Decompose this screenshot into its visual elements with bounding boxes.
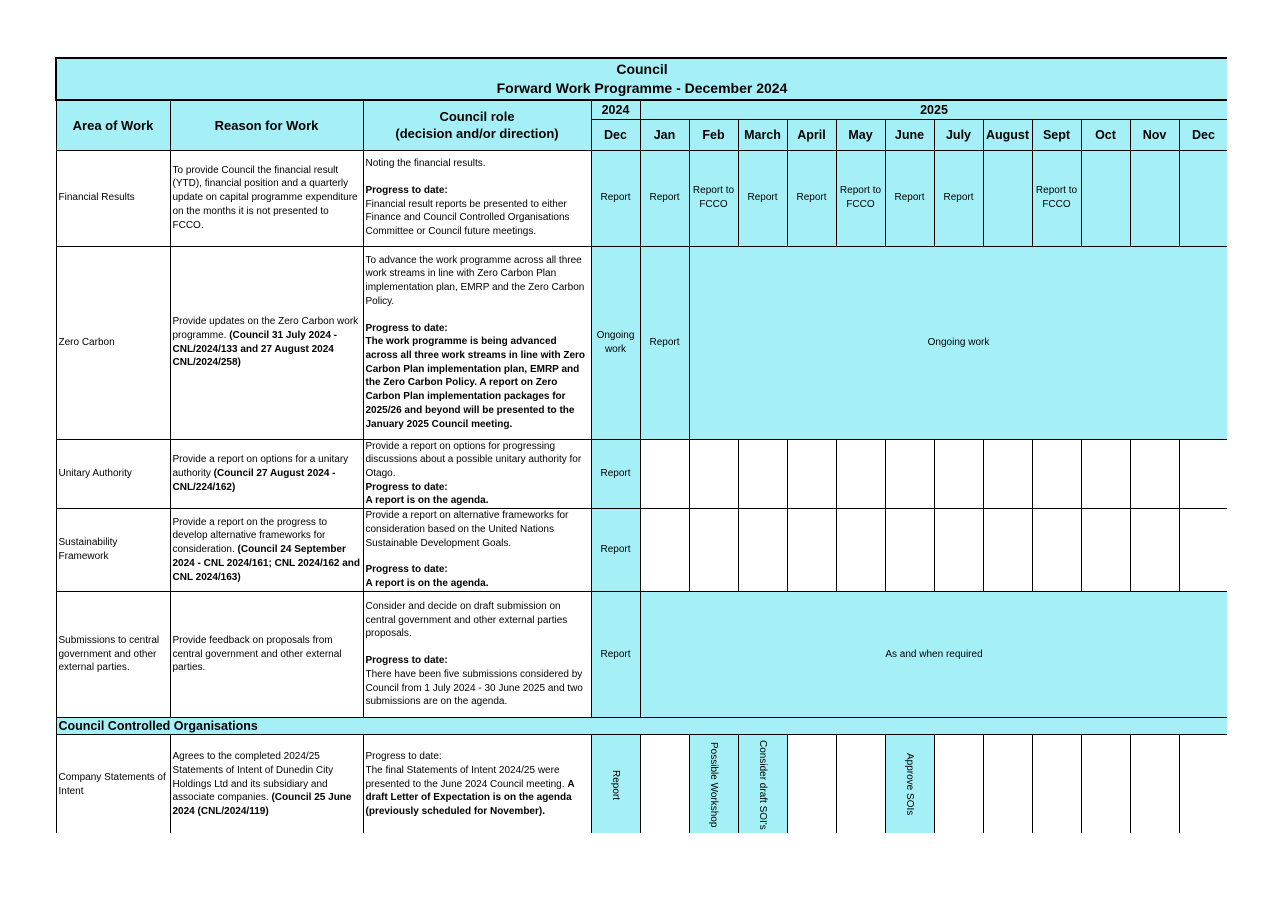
reason-reference: (Council 24 September 2024 - CNL 2024/161; CNL 2024/162 and CNL 2024/163) (172, 544, 361, 583)
progress-label: Progress to date: (365, 184, 448, 196)
progress-text-bold: A draft Letter of Expectation is on the agenda (previously scheduled for November). (365, 778, 575, 818)
progress-text: There have been five submissions considered by Council from 1 July 2024 - 30 June 2025 and two submissions are on the agenda. (365, 668, 583, 708)
month-header: Dec (591, 119, 640, 150)
month-cell (1130, 439, 1179, 509)
year-header-2024: 2024 (591, 100, 640, 119)
progress-label: Progress to date: (365, 322, 448, 334)
progress-text: The final Statements of Intent 2024/25 were presented to the June 2024 Council meeting. (365, 764, 568, 790)
month-cell: Report (591, 509, 640, 592)
month-cell (934, 439, 983, 509)
month-header: Jan (640, 119, 689, 150)
month-cell (1032, 439, 1081, 509)
progress-label: Progress to date: (365, 481, 448, 493)
month-header: Sept (1032, 119, 1081, 150)
month-cell (689, 509, 738, 592)
table-row-financial-results (56, 150, 1227, 246)
reason-cell (170, 509, 363, 592)
area-cell: Financial Results (56, 150, 170, 246)
month-cell (836, 735, 885, 833)
vertical-label: Possible Workshop (708, 741, 719, 828)
area-cell: Zero Carbon (56, 246, 170, 439)
role-cell (363, 150, 591, 246)
month-cell (689, 735, 738, 833)
col-header-reason: Reason for Work (170, 100, 363, 150)
month-cell: Report (591, 150, 640, 246)
reason-reference: (Council 27 August 2024 - CNL/224/162) (172, 467, 336, 493)
header-row-years (56, 100, 1227, 119)
month-cell (836, 439, 885, 509)
month-cell (1081, 735, 1130, 833)
month-cell (1179, 439, 1227, 509)
area-cell: Company Statements of Intent (56, 735, 170, 833)
month-cell: Report (787, 150, 836, 246)
month-cell: Ongoing work (591, 246, 640, 439)
month-cell (1130, 735, 1179, 833)
month-cell: Report (591, 439, 640, 509)
reason-cell (170, 735, 363, 833)
month-cell (787, 439, 836, 509)
role-cell (363, 439, 591, 509)
span-cell-as-required: As and when required (640, 592, 1227, 718)
progress-label: Progress to date: (365, 751, 442, 763)
month-cell (1081, 439, 1130, 509)
month-header: Dec (1179, 119, 1227, 150)
year-header-2025: 2025 (640, 100, 1227, 119)
month-cell (885, 439, 934, 509)
reason-text: Provide updates on the Zero Carbon work programme. (172, 316, 359, 341)
role-cell (363, 509, 591, 592)
month-cell (1130, 509, 1179, 592)
month-cell (640, 509, 689, 592)
vertical-label: Consider draft SOI's (757, 739, 768, 830)
work-programme-table (55, 57, 1227, 833)
month-cell: Report (640, 150, 689, 246)
table-row-submissions (56, 592, 1227, 718)
month-cell (1179, 735, 1227, 833)
reason-text: Provide a report on the progress to develop alternative frameworks for consideration. (172, 516, 328, 556)
reason-text: Agrees to the completed 2024/25 Statements of Intent of Dunedin City Holdings Ltd and its subsidiary and associate companies. (172, 751, 334, 804)
month-cell (591, 735, 640, 833)
reason-cell (170, 439, 363, 509)
month-cell: Report (640, 246, 689, 439)
month-cell (738, 735, 787, 833)
title-line-2: Forward Work Programme - December 2024 (496, 80, 788, 96)
section-heading: Council Controlled Organisations (56, 718, 1227, 735)
reason-reference: (Council 31 July 2024 - CNL/2024/133 and 27 August 2024 CNL/2024/258) (172, 329, 338, 369)
month-cell: Report to FCCO (689, 150, 738, 246)
month-cell (983, 509, 1032, 592)
month-cell (1081, 509, 1130, 592)
reason-cell (170, 246, 363, 439)
month-cell (1081, 150, 1130, 246)
month-cell (738, 439, 787, 509)
reason-reference: (Council 25 June 2024 (CNL/2024/119) (172, 792, 352, 818)
month-cell (934, 735, 983, 833)
month-cell (983, 439, 1032, 509)
month-cell (738, 509, 787, 592)
title-row (56, 58, 1227, 100)
month-cell (1130, 150, 1179, 246)
month-cell (1032, 509, 1081, 592)
progress-text: A report is on the agenda. (365, 495, 489, 507)
progress-text: Financial result reports be presented to either Finance and Council Controlled Organisations Committee or Council future meetings. (365, 198, 570, 238)
progress-text: A report is on the agenda. (365, 578, 489, 590)
title-line-1: Council (616, 61, 668, 77)
table-row-statements-of-intent (56, 735, 1227, 833)
reason-text: Provide a report on options for a unitary authority (172, 454, 349, 479)
role-intro: To advance the work programme across all three work streams in line with Zero Carbon Plan implementation plan, EMRP and the Zero Carbon Policy. (365, 254, 585, 307)
month-cell (787, 509, 836, 592)
col-header-area: Area of Work (56, 100, 170, 150)
month-cell (983, 735, 1032, 833)
table-row-unitary-authority (56, 439, 1227, 509)
month-cell (640, 735, 689, 833)
month-header: Oct (1081, 119, 1130, 150)
progress-label: Progress to date: (365, 564, 448, 576)
month-header: August (983, 119, 1032, 150)
month-header: July (934, 119, 983, 150)
month-header: March (738, 119, 787, 150)
area-cell: Unitary Authority (56, 439, 170, 509)
role-intro: Noting the financial results. (365, 158, 486, 170)
month-cell (983, 150, 1032, 246)
vertical-label: Approve SOIs (904, 753, 915, 816)
reason-cell: Provide feedback on proposals from central government and other external parties. (170, 592, 363, 718)
reason-cell: To provide Council the financial result (YTD), financial position and a quarterly update on capital programme expenditure on the months it is not presented to FCCO. (170, 150, 363, 246)
month-cell: Report to FCCO (1032, 150, 1081, 246)
month-cell (1032, 735, 1081, 833)
col-header-role-line1: Council role (439, 109, 515, 125)
month-cell (1179, 509, 1227, 592)
month-cell (885, 509, 934, 592)
month-header: June (885, 119, 934, 150)
page-title (56, 58, 1227, 100)
month-cell: Report (885, 150, 934, 246)
col-header-role (363, 100, 591, 150)
progress-label: Progress to date: (365, 655, 448, 667)
col-header-role-line2: (decision and/or direction) (395, 126, 559, 142)
role-cell (363, 592, 591, 718)
role-intro: Provide a report on alternative frameworks for consideration based on the United Nations Sustainable Development Goals. (365, 510, 569, 549)
area-cell: Submissions to central government and other external parties. (56, 592, 170, 718)
month-cell (689, 439, 738, 509)
month-header: Nov (1130, 119, 1179, 150)
month-header: April (787, 119, 836, 150)
month-cell: Report (591, 592, 640, 718)
progress-text: The work programme is being advanced across all three work streams in line with Zero Carbon Plan implementation plan, EMRP and the Zero Carbon Policy. A report on Zero Carbon Plan implementation packages for 2025/26 and beyond will be presented to the January 2025 Council meeting. (365, 336, 586, 430)
span-cell-ongoing-work: Ongoing work (689, 246, 1227, 439)
month-cell: Report to FCCO (836, 150, 885, 246)
month-cell (885, 735, 934, 833)
role-intro: Consider and decide on draft submission on central government and other external parties proposals. (365, 601, 568, 640)
month-cell (836, 509, 885, 592)
role-cell (363, 735, 591, 833)
month-cell (640, 439, 689, 509)
table-row-sustainability-framework (56, 509, 1227, 592)
table-row-zero-carbon (56, 246, 1227, 439)
month-cell (934, 509, 983, 592)
month-cell (1179, 150, 1227, 246)
vertical-label: Report (610, 769, 621, 800)
month-cell: Report (934, 150, 983, 246)
month-cell: Report (738, 150, 787, 246)
month-header: Feb (689, 119, 738, 150)
section-row-cco (56, 718, 1227, 735)
month-header: May (836, 119, 885, 150)
forward-work-programme-document (55, 57, 1227, 833)
role-cell (363, 246, 591, 439)
area-cell: Sustainability Framework (56, 509, 170, 592)
month-cell (787, 735, 836, 833)
role-intro: Provide a report on options for progressing discussions about a possible unitary authority for Otago. (365, 440, 582, 479)
